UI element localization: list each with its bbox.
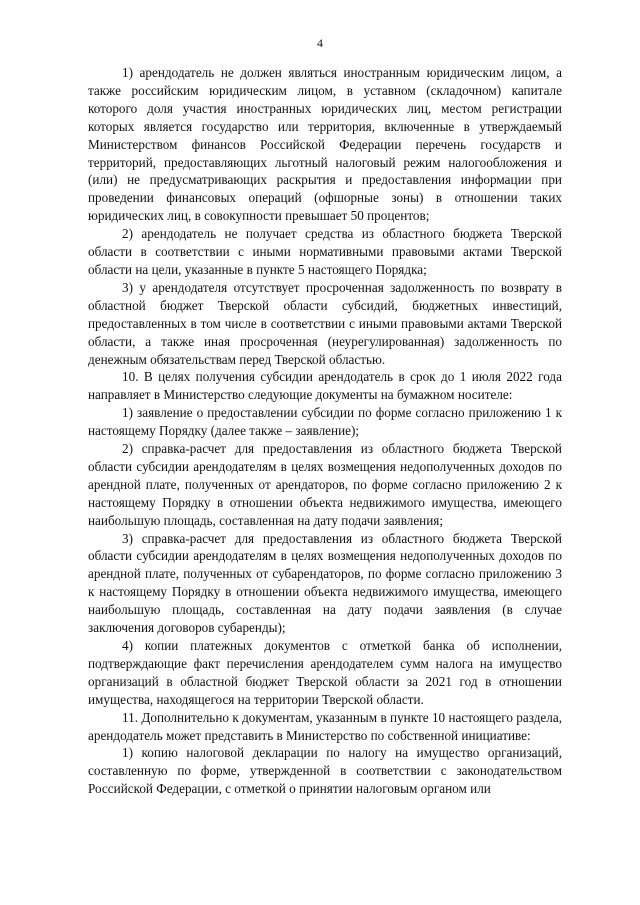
paragraph-criterion-1: 1) арендодатель не должен являться иностранным юридическим лицом, а также российским юридическим лицом, в уставном (складочном) капитале которого доля участия иностранных юридических лиц, местом регистрации которых является государство или территория, включенные в утверждаемый Министерством финансов Российской Федерации перечень государств и территорий, предоставляющих льготный налоговый режим налогообложения и (или) не предусматривающих раскрытия и предоставления информации при проведении финансовых операций (офшорные зоны) в отношении таких юридических лиц, в совокупности превышает 50 процентов; xyxy=(88,65,562,224)
page-number: 4 xyxy=(317,36,323,50)
paragraph-clause-11-item-1: 1) копию налоговой декларации по налогу на имущество организаций, составленную по форме, утвержденной в соответствии с законодательством Российской Федерации, с отметкой о принятии налоговым органом или xyxy=(88,745,562,797)
paragraph-clause-10-item-4: 4) копии платежных документов с отметкой банка об исполнении, подтверждающие факт перечисления арендодателем сумм налога на имущество организаций в областной бюджет Тверской области за 2021 год в отношении имущества, находящегося на территории Тверской области. xyxy=(88,638,562,707)
paragraph-clause-10-item-1: 1) заявление о предоставлении субсидии по форме согласно приложению 1 к настоящему Порядку (далее также – заявление); xyxy=(88,405,562,439)
paragraph-clause-11: 11. Дополнительно к документам, указанным в пункте 10 настоящего раздела, арендодатель может представить в Министерство по собственной инициативе: xyxy=(88,709,562,743)
paragraph-criterion-3: 3) у арендодателя отсутствует просроченная задолженность по возврату в областной бюджет Тверской области субсидий, бюджетных инвестиций, предоставленных в том числе в соответствии с иными правовыми актами Тверской области, а также иная просроченная (неурегулированная) задолженность по денежным обязательствам перед Тверской областью. xyxy=(88,279,562,367)
paragraph-criterion-2: 2) арендодатель не получает средства из областного бюджета Тверской области в соответствии с иными нормативными правовыми актами Тверской области на цели, указанные в пункте 5 настоящего Порядка; xyxy=(88,226,562,277)
paragraph-clause-10-item-3: 3) справка-расчет для предоставления из областного бюджета Тверской области субсидии арендодателям в целях возмещения недополученных доходов по арендной плате, полученных от субарендаторов, по форме согласно приложению 3 к настоящему Порядку в отношении объекта недвижимого имущества, имеющего наибольшую площадь, составленная на дату подачи заявления (в случае заключения договоров субаренды); xyxy=(88,530,562,636)
paragraph-clause-10: 10. В целях получения субсидии арендодатель в срок до 1 июля 2022 года направляет в Министерство следующие документы на бумажном носителе: xyxy=(88,369,562,403)
document-body xyxy=(88,64,562,798)
paragraph-clause-10-item-2: 2) справка-расчет для предоставления из областного бюджета Тверской области субсидии арендодателям в целях возмещения недополученных доходов по арендной плате, полученных от арендаторов, по форме согласно приложению 2 к настоящему Порядку в отношении объекта недвижимого имущества, имеющего наибольшую площадь, составленная на дату подачи заявления; xyxy=(88,441,562,528)
